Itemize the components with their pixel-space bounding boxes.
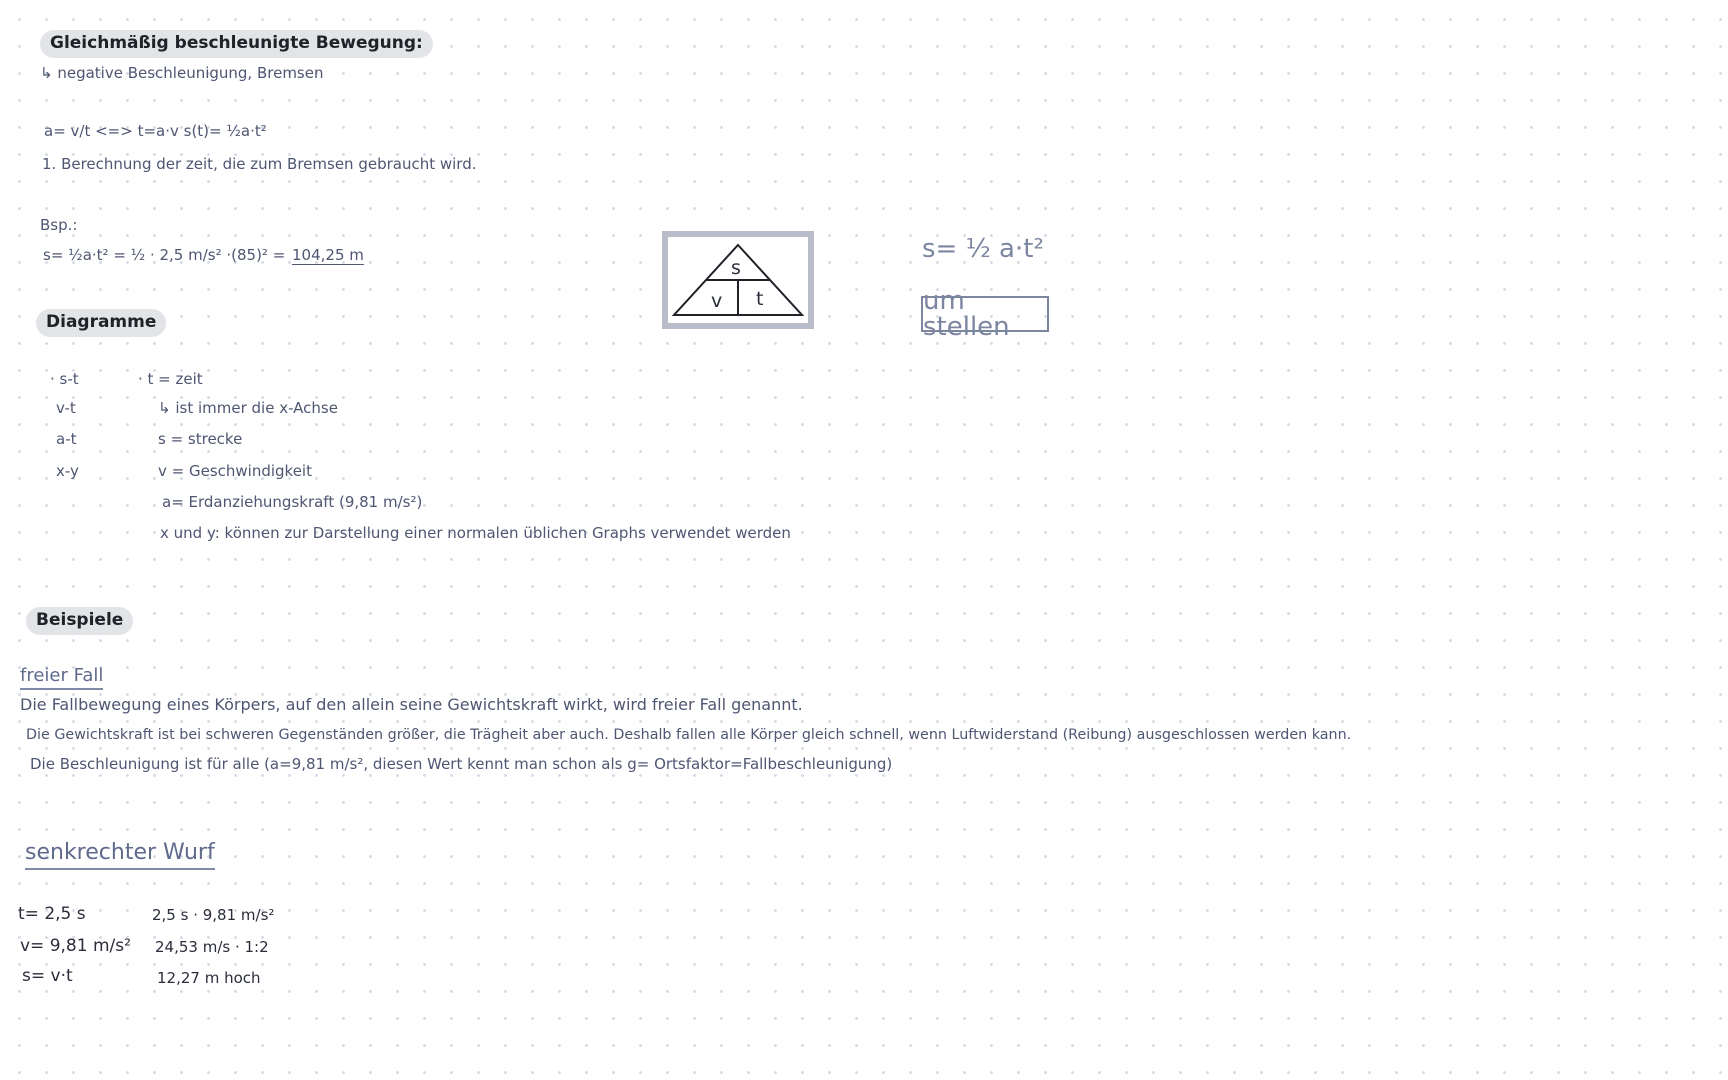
freier-fall-title: freier Fall	[20, 667, 103, 690]
freier-fall-line: Die Gewichtskraft ist bei schweren Gegenständen größer, die Trägheit aber auch. Deshalb fallen alle Körper gleich schnell, wenn Luftwiderstand (Reibung) ausgeschlossen werden kann.	[26, 727, 1352, 743]
triangle-drawing	[668, 237, 808, 323]
diagram-note: · t = zeit	[138, 370, 203, 388]
heading-main: Gleichmäßig beschleunigte Bewegung:	[40, 30, 433, 58]
diagram-note: a= Erdanziehungskraft (9,81 m/s²)	[162, 493, 423, 511]
wurf-calc: 12,27 m hoch	[157, 969, 261, 987]
heading-diagramme: Diagramme	[36, 309, 166, 337]
diagram-type: · s-t	[50, 370, 79, 388]
freier-fall-line: Die Fallbewegung eines Körpers, auf den allein seine Gewichtskraft wirkt, wird freier Fall genannt.	[20, 695, 803, 714]
wurf-given: v= 9,81 m/s²	[20, 936, 131, 956]
negative-acceleration-note: ↳ negative Beschleunigung, Bremsen	[40, 64, 324, 82]
triangle-left-label: v	[711, 290, 723, 312]
big-formula: s= ½ a·t²	[922, 234, 1044, 264]
example-formula: s= ½a·t² = ½ · 2,5 m/s² ·(85)² =	[43, 246, 286, 264]
wurf-given: t= 2,5 s	[18, 904, 86, 924]
triangle-right-label: t	[756, 288, 764, 310]
diagram-type: a-t	[56, 430, 77, 448]
example-label: Bsp.:	[40, 216, 78, 234]
wurf-calc: 2,5 s · 9,81 m/s²	[152, 906, 275, 924]
diagram-note: v = Geschwindigkeit	[158, 462, 312, 480]
senkrechter-wurf-title: senkrechter Wurf	[25, 842, 215, 870]
step-1: 1. Berechnung der zeit, die zum Bremsen gebraucht wird.	[42, 155, 477, 173]
diagram-type: v-t	[56, 399, 76, 417]
diagram-type: x-y	[56, 462, 79, 480]
formula-line: a= v/t <=> t=a·v s(t)= ½a·t²	[44, 122, 267, 140]
example-result: 104,25 m	[292, 246, 364, 264]
triangle-top-label: s	[731, 257, 741, 279]
formula-triangle	[662, 231, 814, 329]
umstellen-box: um stellen	[921, 296, 1049, 332]
wurf-calc: 24,53 m/s · 1:2	[155, 938, 269, 956]
wurf-given: s= v·t	[22, 966, 73, 986]
diagram-note: s = strecke	[158, 430, 243, 448]
freier-fall-line: Die Beschleunigung ist für alle (a=9,81 m/s², diesen Wert kennt man schon als g= Ortsfaktor=Fallbeschleunigung)	[30, 755, 893, 773]
heading-beispiele: Beispiele	[26, 607, 133, 635]
diagram-note: x und y: können zur Darstellung einer normalen üblichen Graphs verwendet werden	[160, 524, 791, 542]
diagram-note: ↳ ist immer die x-Achse	[158, 399, 338, 417]
